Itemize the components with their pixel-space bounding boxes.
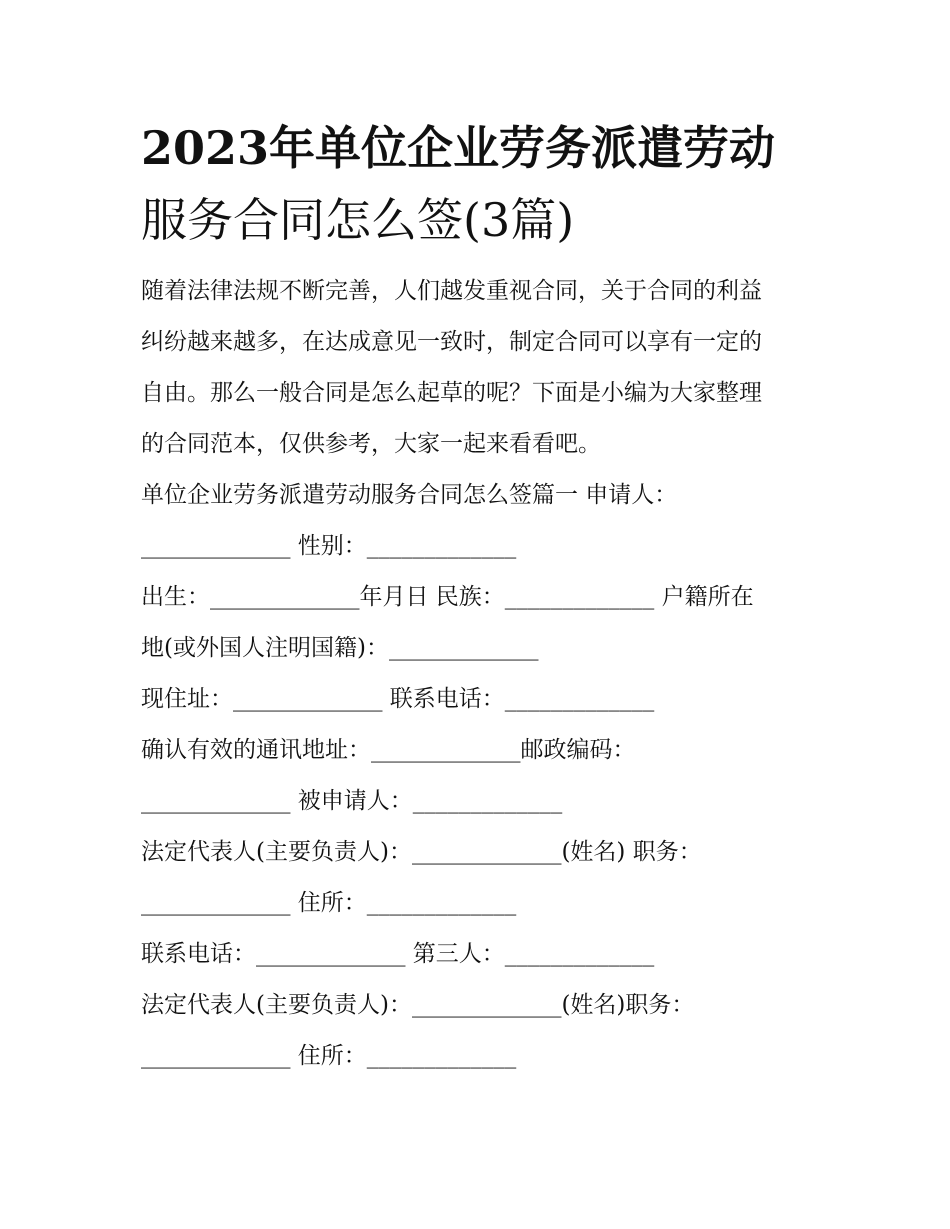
form-line-residence-2: _____________ 住所：_____________ bbox=[141, 1043, 517, 1069]
title-line-1: 2023年单位企业劳务派遣劳动 bbox=[141, 121, 776, 175]
form-line-legal-rep-2: 法定代表人(主要负责人)：_____________(姓名)职务： bbox=[141, 992, 695, 1018]
form-line-legal-rep: 法定代表人(主要负责人)：_____________(姓名) 职务： bbox=[141, 839, 702, 865]
form-line-gender: _____________ 性别：_____________ bbox=[141, 533, 517, 559]
intro-line: 纠纷越来越多，在达成意见一致时，制定合同可以享有一定的 bbox=[141, 329, 762, 355]
form-line-address-phone: 现住址：_____________ 联系电话：_____________ bbox=[141, 686, 655, 712]
document-page bbox=[141, 112, 821, 1082]
form-line-respondent: _____________ 被申请人：_____________ bbox=[141, 788, 563, 814]
form-line-birth-ethnicity: 出生：_____________年月日 民族：_____________ 户籍所在 bbox=[141, 584, 754, 610]
form-line-mailing-address: 确认有效的通讯地址：_____________邮政编码： bbox=[141, 737, 636, 763]
form-line-nationality: 地(或外国人注明国籍)：_____________ bbox=[141, 635, 539, 661]
form-line-residence: _____________ 住所：_____________ bbox=[141, 890, 517, 916]
intro-paragraph bbox=[141, 266, 821, 470]
intro-line: 的合同范本，仅供参考，大家一起来看看吧。 bbox=[141, 431, 601, 457]
form-section bbox=[141, 470, 821, 1082]
title-line-2: 服务合同怎么签(3篇) bbox=[141, 193, 575, 247]
form-line-phone-third-party: 联系电话：_____________ 第三人：_____________ bbox=[141, 941, 655, 967]
intro-line: 随着法律法规不断完善，人们越发重视合同，关于合同的利益 bbox=[141, 278, 762, 304]
intro-line: 自由。那么一般合同是怎么起草的呢？下面是小编为大家整理 bbox=[141, 380, 762, 406]
document-title bbox=[141, 112, 821, 256]
section-heading-applicant: 单位企业劳务派遣劳动服务合同怎么签篇一 申请人： bbox=[141, 482, 678, 508]
